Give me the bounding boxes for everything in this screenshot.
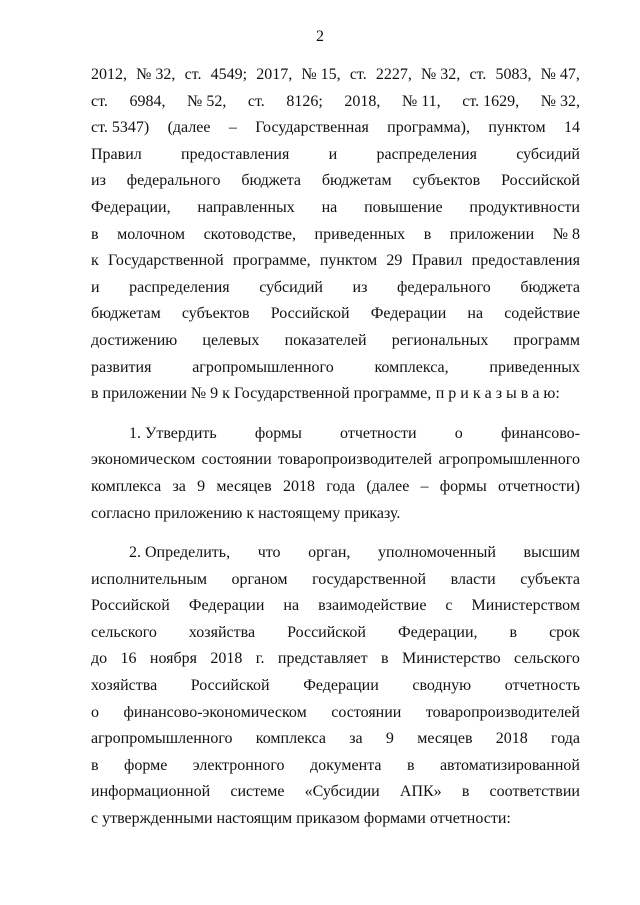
word: на — [321, 198, 338, 216]
text-line — [91, 331, 580, 358]
word: распределения — [376, 145, 477, 163]
word: из — [91, 172, 106, 190]
word: Федерации — [303, 677, 379, 695]
word: срок — [549, 623, 580, 641]
word: молочном — [117, 225, 186, 243]
word: сводную — [412, 677, 472, 695]
word: исполнительным — [91, 570, 207, 588]
word: повышение — [364, 198, 443, 216]
word: электронного — [192, 756, 285, 774]
word: состоянии — [201, 451, 272, 469]
word: в — [91, 225, 99, 243]
text-line — [91, 623, 580, 650]
word: власти — [450, 570, 496, 588]
word: информационной — [91, 783, 211, 801]
word: 2017, — [256, 66, 293, 83]
word: (далее — [366, 477, 410, 495]
text-line — [91, 358, 580, 385]
word: достижению — [91, 331, 178, 349]
word: федерального — [396, 278, 491, 296]
word: ноября — [149, 650, 198, 668]
word: – — [420, 477, 429, 495]
word: программа), — [387, 119, 470, 137]
text-line — [91, 570, 580, 597]
word: автоматизированной — [439, 756, 580, 774]
word: отчетность — [504, 677, 580, 695]
word: месяцев — [417, 730, 473, 748]
word: в — [509, 623, 518, 641]
word: программ — [513, 331, 580, 349]
paragraph — [91, 424, 580, 530]
text-line — [91, 251, 580, 278]
word: ст. — [349, 66, 367, 83]
word: Правил — [91, 145, 142, 163]
word: бюджетам — [321, 172, 392, 190]
word: форме — [124, 756, 168, 774]
word: 2018 — [495, 730, 528, 748]
word: Министерство — [401, 650, 501, 668]
word: соответствии — [489, 783, 580, 801]
word: 2227, — [375, 66, 412, 83]
word: № 32, — [421, 66, 461, 83]
word: 9 — [197, 477, 206, 495]
word: предоставления — [181, 145, 290, 163]
word: субсидий — [516, 145, 580, 163]
word: хозяйства — [188, 623, 256, 641]
word: № 32, — [540, 92, 580, 110]
word: Федерации — [188, 597, 265, 615]
word: ст. 5347) — [91, 119, 150, 137]
word: сельского — [514, 650, 580, 668]
word: за — [349, 730, 363, 748]
word: Российской — [270, 305, 350, 323]
word: региональных — [391, 331, 489, 349]
word: 2018 — [282, 477, 315, 495]
word: высшим — [523, 544, 580, 562]
word: финансово- — [500, 424, 580, 442]
paragraph — [91, 65, 580, 411]
word: предоставления — [471, 252, 580, 270]
word: на — [283, 597, 300, 615]
word: в — [406, 756, 415, 774]
word: агропромышленного — [438, 451, 580, 469]
word: комплекса — [91, 477, 162, 495]
word: комплекса — [255, 730, 326, 748]
text-line — [91, 278, 580, 305]
text-line — [91, 596, 580, 623]
word: субсидий — [259, 278, 323, 296]
word: Российской — [501, 172, 580, 190]
word: в — [91, 756, 99, 774]
word: Федерации, — [397, 623, 478, 641]
word: года — [551, 730, 580, 748]
word: пунктом — [319, 252, 378, 270]
text-line — [91, 304, 580, 331]
text-line — [91, 118, 580, 145]
text-line — [91, 477, 580, 504]
word: бюджетам — [91, 305, 161, 323]
word: № 52, — [187, 92, 227, 110]
word: в приложении № 9 к Государственной программе, — [91, 385, 432, 403]
word: на — [467, 305, 484, 323]
word: Российской — [91, 597, 170, 615]
word: пунктом — [488, 119, 546, 137]
word: приведенных — [314, 225, 406, 243]
word: – — [228, 119, 237, 137]
word: показателей — [284, 331, 367, 349]
word: Федерации — [370, 305, 447, 323]
word: № 47, — [540, 66, 580, 83]
paragraph — [91, 543, 580, 836]
word: 9 — [385, 730, 394, 748]
word: и — [328, 145, 338, 163]
word: г. — [255, 650, 265, 668]
word: Российской — [190, 677, 270, 695]
word: взаимодействие — [318, 597, 427, 615]
text-line — [91, 92, 580, 119]
word: приложении — [449, 225, 535, 243]
text-line — [91, 756, 580, 783]
text-line — [91, 703, 580, 730]
word: Министерством — [471, 597, 580, 615]
word: представляет — [277, 650, 368, 668]
text-line — [91, 729, 580, 756]
word: ст. — [469, 66, 487, 83]
word: № 15, — [301, 66, 341, 83]
word: агропромышленного — [192, 358, 334, 376]
word: федерального — [126, 172, 221, 190]
text-line — [91, 649, 580, 676]
text-line — [91, 225, 580, 252]
word: бюджета — [241, 172, 302, 190]
word: экономическом — [91, 451, 196, 469]
word: субъектов — [181, 305, 250, 323]
paragraph-gap — [91, 530, 580, 543]
text-line — [91, 450, 580, 477]
word: хозяйства — [91, 677, 158, 695]
word: № 11, — [401, 92, 441, 110]
paragraph-gap — [91, 411, 580, 424]
word: продуктивности — [469, 198, 580, 216]
word: о — [91, 703, 99, 721]
word: Федерации, — [91, 198, 171, 216]
word: № 8 — [552, 225, 580, 243]
word: месяцев — [216, 477, 272, 495]
text-line — [91, 782, 580, 809]
word: программе, — [233, 252, 311, 270]
word: и — [91, 278, 100, 296]
word: в — [423, 225, 432, 243]
word: 2018 — [210, 650, 243, 668]
word: ст. 1629, — [462, 92, 520, 110]
word: субъекта — [520, 570, 580, 588]
text-line — [91, 809, 580, 836]
word: «Субсидии — [304, 783, 380, 801]
word: 5083, — [495, 66, 532, 83]
word: документа — [309, 756, 382, 774]
text-line — [91, 384, 580, 411]
word: товаропроизводителей — [425, 703, 580, 721]
word: согласно приложению к настоящему приказу. — [91, 504, 401, 522]
word: ст. — [184, 66, 202, 83]
text-line — [91, 65, 580, 92]
word: отчетности — [340, 424, 417, 442]
word: скотоводстве, — [203, 225, 296, 243]
text-line — [91, 504, 580, 531]
word: о — [454, 424, 463, 442]
word: органом — [231, 570, 288, 588]
word: 2012, — [91, 66, 127, 83]
word: формы — [254, 424, 302, 442]
word: развития — [91, 358, 152, 376]
word: целевых — [202, 331, 260, 349]
word: в — [461, 783, 470, 801]
word: распределения — [129, 278, 230, 296]
word: 4549; — [210, 66, 248, 83]
word: 29 — [386, 252, 403, 270]
word: за — [172, 477, 186, 495]
word: 16 — [120, 650, 137, 668]
word: направленных — [197, 198, 295, 216]
word: Правил — [411, 252, 463, 270]
word: (далее — [167, 119, 211, 137]
word: что — [257, 544, 281, 562]
word: орган, — [308, 544, 351, 562]
text-line — [91, 676, 580, 703]
word: п р и к а з ы в а ю: — [435, 385, 560, 403]
word: 14 — [563, 119, 580, 137]
word: к — [91, 252, 99, 270]
word: ст. — [247, 92, 265, 110]
word: с — [445, 597, 453, 615]
word: Российской — [287, 623, 366, 641]
word: системе — [230, 783, 285, 801]
word: товаропроизводителей — [278, 451, 433, 469]
word: Государственная — [255, 119, 369, 137]
word: состоянии — [331, 703, 402, 721]
word: в — [381, 650, 389, 668]
word: № 32, — [136, 66, 176, 83]
word: 2. Определить, — [129, 544, 231, 562]
word: финансово-экономическом — [123, 703, 307, 721]
word: из — [352, 278, 368, 296]
word: уполномоченный — [378, 544, 496, 562]
text-line — [91, 198, 580, 225]
word: отчетности) — [498, 477, 580, 495]
word: формы — [439, 477, 487, 495]
document-body — [91, 65, 580, 836]
word: агропромышленного — [91, 730, 233, 748]
text-line — [91, 171, 580, 198]
word: до — [91, 650, 108, 668]
word: бюджета — [520, 278, 580, 296]
word: государственной — [312, 570, 427, 588]
word: с утвержденными настоящим приказом формами отчетности: — [91, 810, 511, 828]
word: года — [326, 477, 356, 495]
text-line — [91, 543, 580, 570]
word: субъектов — [412, 172, 481, 190]
word: содействие — [504, 305, 580, 323]
word: 1. Утвердить — [129, 424, 217, 442]
page-number: 2 — [316, 28, 324, 45]
word: 6984, — [129, 92, 166, 110]
word: приведенных — [489, 358, 580, 376]
word: ст. — [91, 92, 108, 110]
word: Государственной — [108, 252, 224, 270]
word: комплекса, — [374, 358, 449, 376]
word: 8126; — [286, 92, 323, 110]
word: 2018, — [344, 92, 381, 110]
text-line — [91, 145, 580, 172]
text-line — [91, 424, 580, 451]
word: сельского — [91, 623, 157, 641]
word: АПК» — [399, 783, 442, 801]
